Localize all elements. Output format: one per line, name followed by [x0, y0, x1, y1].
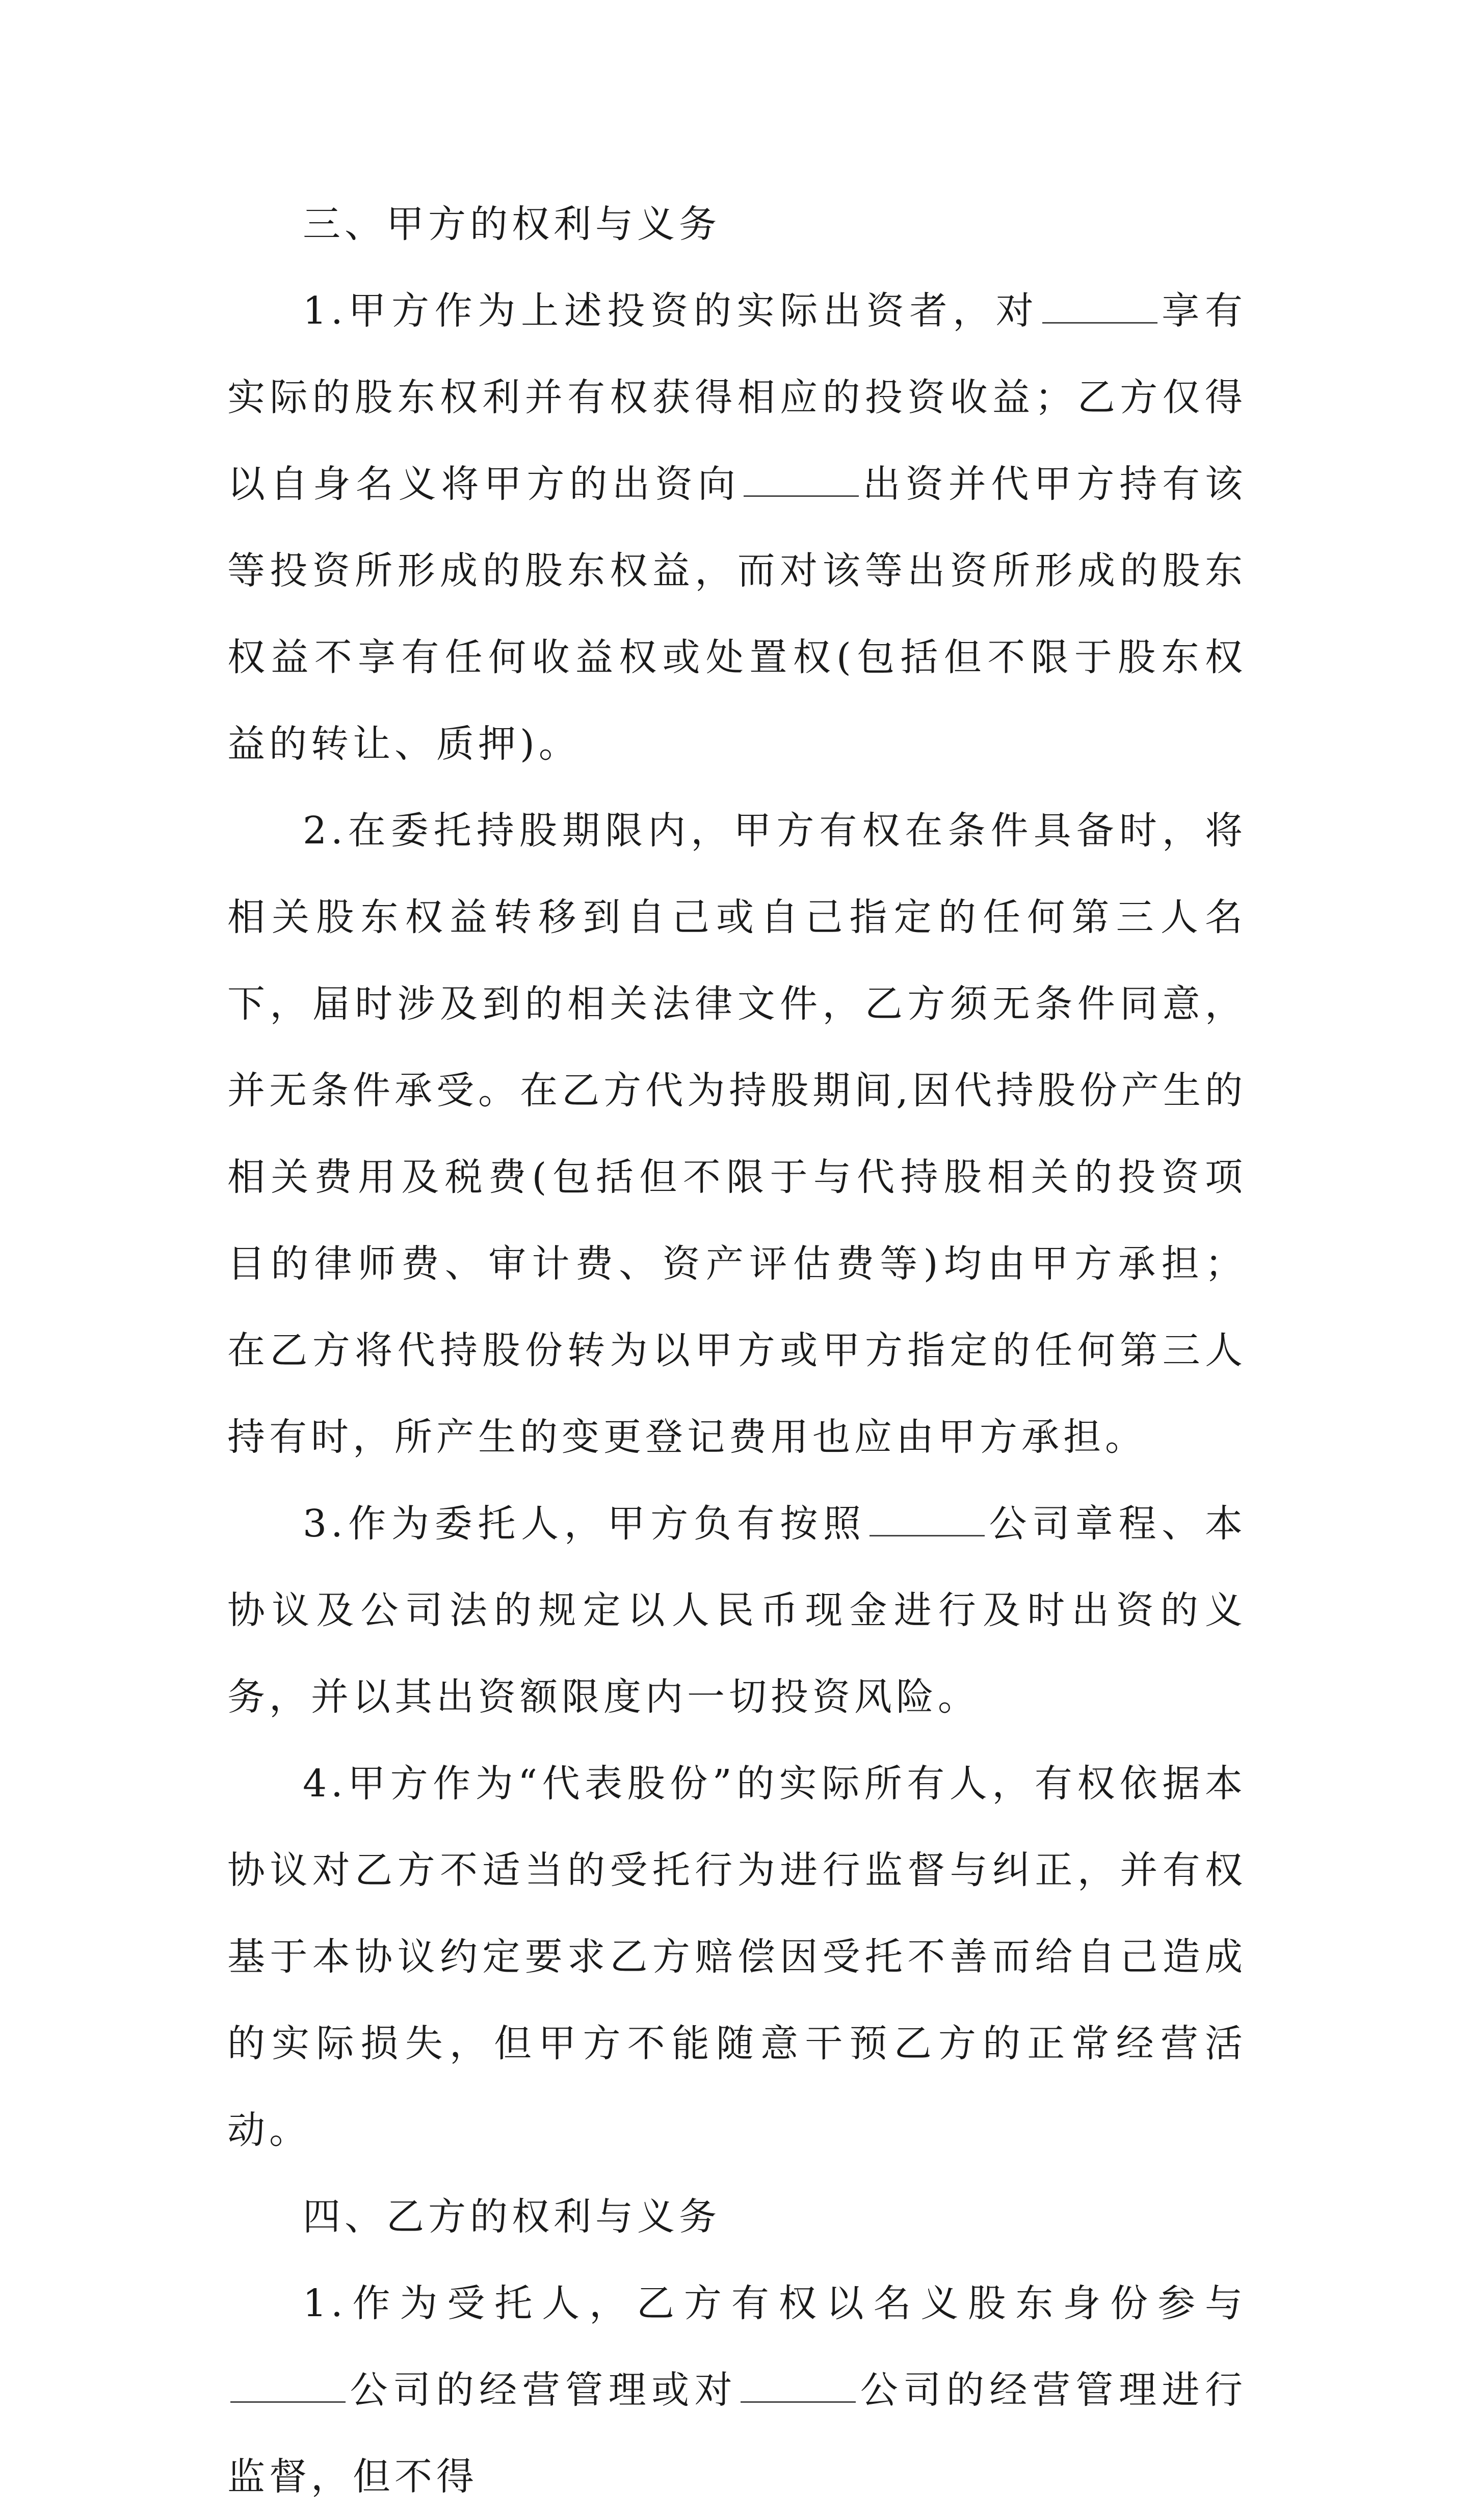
text-run: 1.甲方作为上述投资的实际出资者，对: [303, 289, 1039, 333]
text-run: 公司的经营管理或对: [349, 2368, 738, 2412]
text-run: 公司章程、本协议及公司法的规定以人民币现金进行及时出资的义务，并以其出资额限度内一切投资风险。: [227, 1502, 1247, 1719]
text-run: 公司的经营管理进行监督，但不得: [227, 2368, 1247, 2499]
blank-line: [870, 1504, 985, 1536]
text-run: 1.作为受托人，乙方有权以名义股东身份参与: [303, 2282, 1247, 2325]
paragraph-3-3: [227, 1480, 1247, 1740]
blank-line: [741, 2371, 856, 2403]
paragraph-3-4: 4.甲方作为“代表股份”的实际所有人，有权依据本协议对乙方不适当的受托行为进行监督与纠正，并有权基于本协议约定要求乙方赔偿因受托不善而给自己造成的实际损失，但甲方不能随意干预乙方的正常经营活动。: [227, 1762, 1247, 2152]
paragraph-3-2: 2.在委托持股期限内，甲方有权在条件具备时，将相关股东权益转移到自己或自己指定的任何第三人名下，届时涉及到的相关法律文件，乙方须无条件同意，并无条件承受。在乙方代为持股期间,因代持股份产生的相关费用及税费(包括但不限于与代持股相关的投资项目的律师费、审计费、资产评估费等)均由甲方承担；在乙方将代持股份转为以甲方或甲方指定的任何第三人持有时，所产生的变更登记费用也应由甲方承担。: [227, 809, 1247, 1459]
blank-line: [744, 465, 859, 497]
paragraph-4-1: [227, 2260, 1247, 2520]
section-heading-3: 三、甲方的权利与义务: [303, 202, 721, 246]
text-run: 享有实际的股东权利并有权获得相应的投资收益；乙方仅得以自身名义将甲方的出资向: [227, 289, 1247, 506]
paragraph-3-1: [227, 268, 1247, 787]
blank-line: [1042, 291, 1157, 324]
document-body: [227, 181, 1247, 2520]
text-run: 出资并代甲方持有该等投资所形成的股东权益，而对该等出资所形成的股东权益不享有任何收益权或处置权(包括但不限于股东权益的转让、质押)。: [227, 462, 1247, 766]
text-run: 3.作为委托人，甲方负有按照: [303, 1502, 866, 1546]
section-heading-4: 四、乙方的权利与义务: [303, 2195, 721, 2239]
blank-line: [230, 2371, 346, 2403]
